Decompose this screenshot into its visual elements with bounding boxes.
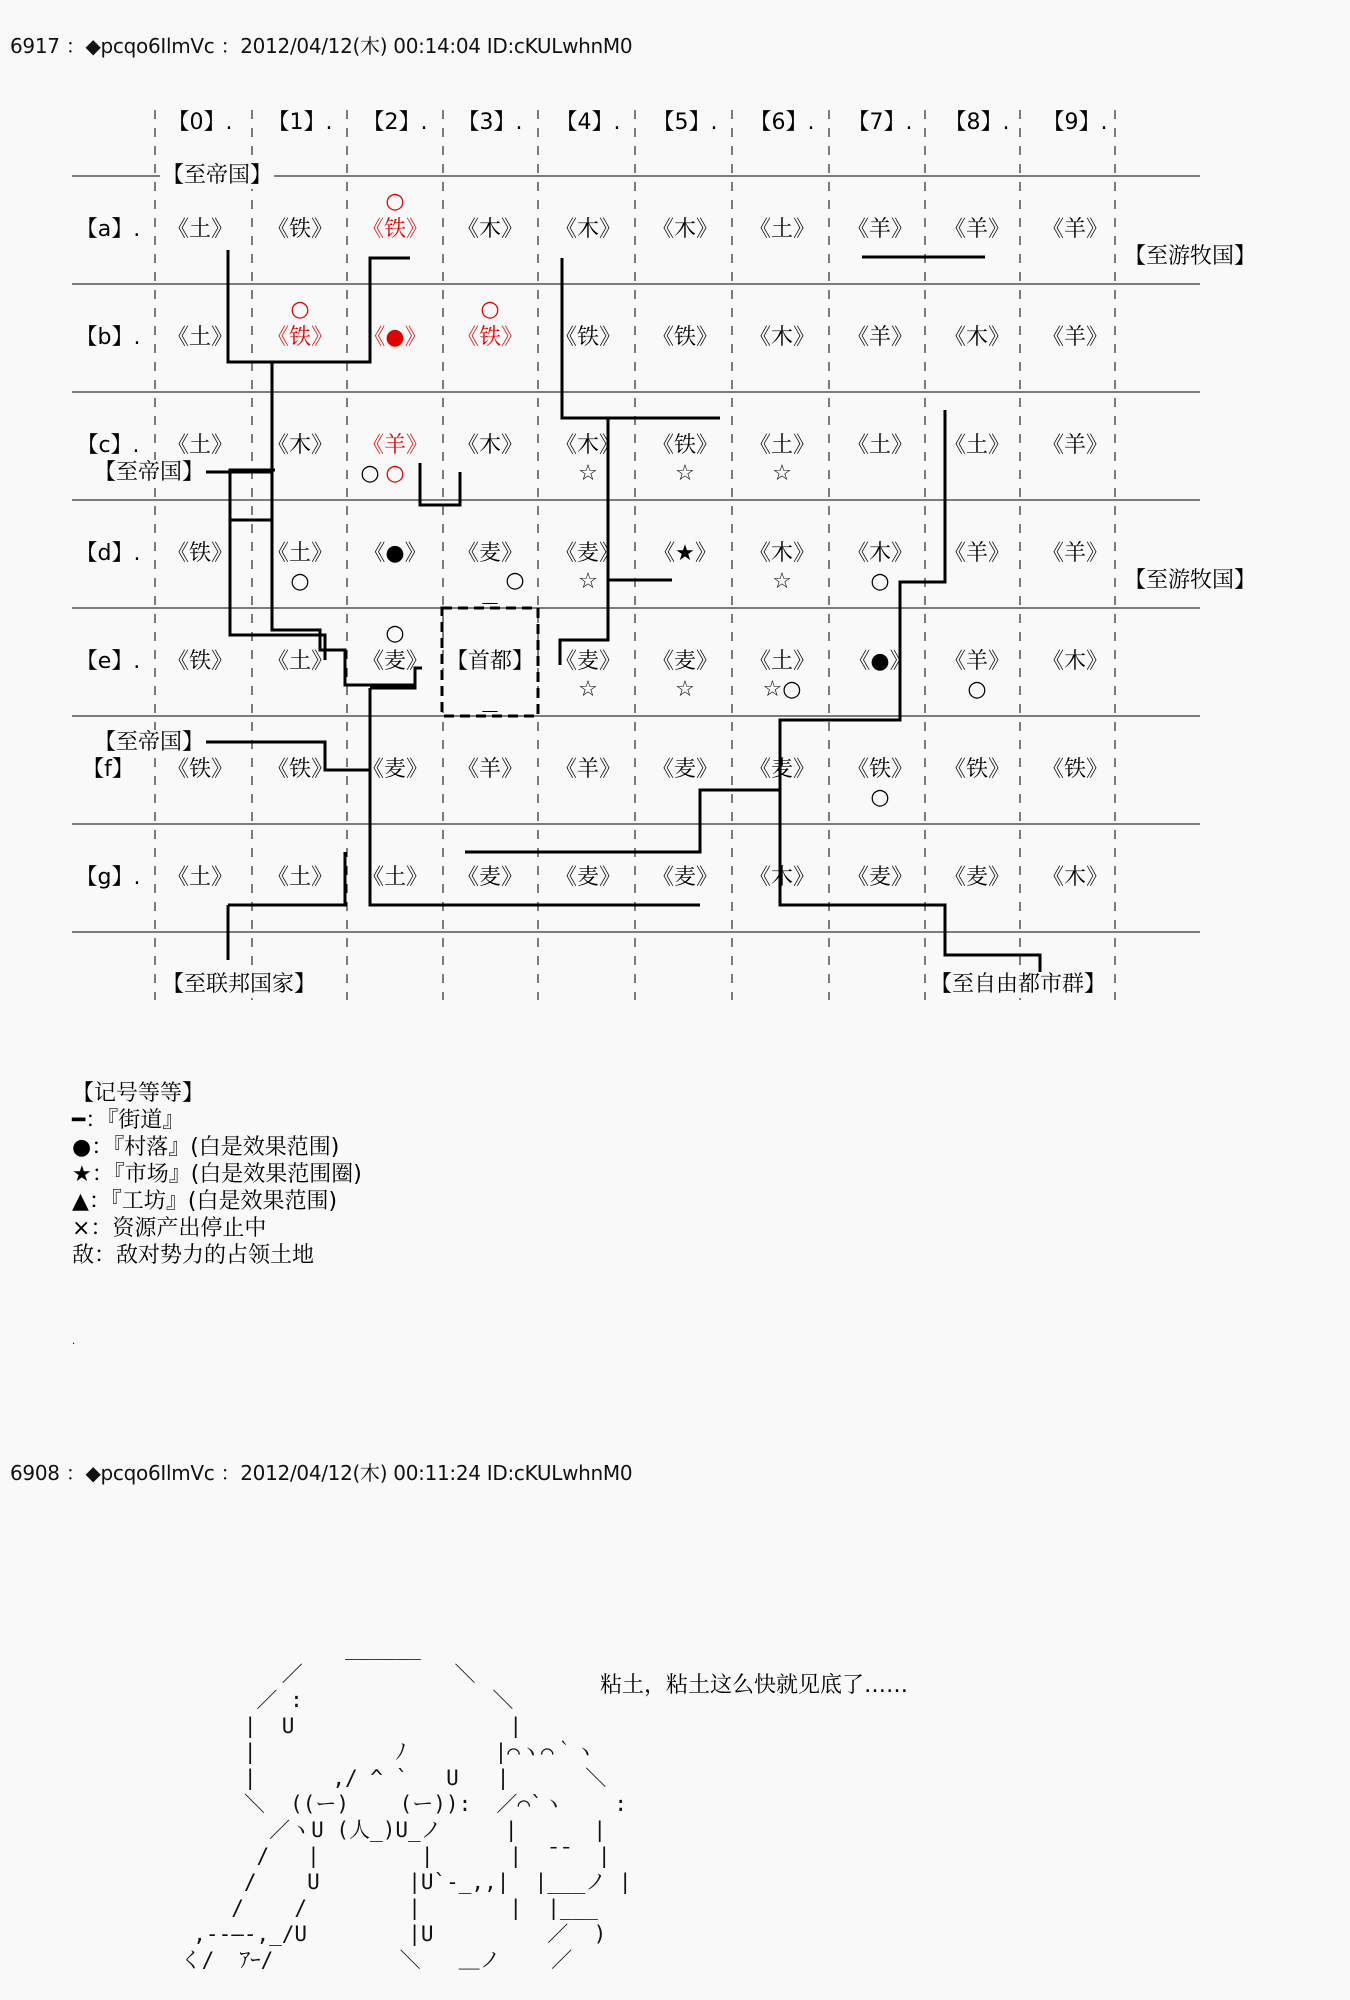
row-label: 【a】. bbox=[75, 217, 141, 242]
map-cell-c8: 《土》 bbox=[943, 433, 1011, 458]
map-cell-d4: 《麦》 bbox=[554, 541, 622, 566]
legend-market: ★：『市场』(白是效果范围圈) bbox=[72, 1162, 362, 1187]
column-header: 【1】. bbox=[267, 110, 333, 135]
map-cell-c2: 《羊》 bbox=[361, 433, 429, 458]
map-mark: ○ bbox=[870, 569, 890, 594]
map-cell-e4: 《麦》 bbox=[554, 649, 622, 674]
row-label: 【d】. bbox=[75, 541, 141, 566]
to-empire-label: 【至帝国】 bbox=[162, 163, 273, 188]
row-label: 【g】. bbox=[75, 865, 141, 890]
to-federation-label: 【至联邦国家】 bbox=[162, 972, 317, 997]
map-cell-a6: 《土》 bbox=[748, 217, 816, 242]
row-label: 【e】. bbox=[75, 649, 141, 674]
map-cell-d5: 《★》 bbox=[653, 541, 717, 566]
map-cell-a9: 《羊》 bbox=[1041, 217, 1109, 242]
map-cell-c1: 《木》 bbox=[266, 433, 334, 458]
map-cell-f5: 《麦》 bbox=[651, 757, 719, 782]
map-mark: ○ bbox=[290, 297, 310, 322]
map-cell-d2: 《●》 bbox=[363, 541, 427, 566]
map-mark: ○ bbox=[360, 461, 380, 486]
row-label: 【b】. bbox=[75, 325, 141, 350]
legend-road: ━：『街道』 bbox=[72, 1108, 185, 1133]
map-cell-f9: 《铁》 bbox=[1041, 757, 1109, 782]
map-cell-b6: 《木》 bbox=[748, 325, 816, 350]
map-cell-e1: 《土》 bbox=[266, 649, 334, 674]
map-cell-d6: 《木》 bbox=[748, 541, 816, 566]
map-mark: ☆ bbox=[772, 569, 792, 594]
column-header: 【8】. bbox=[944, 110, 1010, 135]
post-header: 6917 ：◆pcqo6IlmVc ：2012/04/12(木) 00:14:04 ID:cKULwhnM0 bbox=[10, 34, 633, 58]
map-cell-e0: 《铁》 bbox=[166, 649, 234, 674]
map-cell-a5: 《木》 bbox=[651, 217, 719, 242]
map-cell-d9: 《羊》 bbox=[1041, 541, 1109, 566]
legend-enemy: 敌：敌对势力的占领土地 bbox=[72, 1243, 315, 1268]
map-cell-b2: 《●》 bbox=[363, 325, 427, 350]
column-header: 【2】. bbox=[362, 110, 428, 135]
map-cell-b1: 《铁》 bbox=[266, 325, 334, 350]
map-cell-g6: 《木》 bbox=[748, 865, 816, 890]
map-cell-d8: 《羊》 bbox=[943, 541, 1011, 566]
row-label: 【f】 bbox=[82, 757, 134, 782]
map-cell-f1: 《铁》 bbox=[266, 757, 334, 782]
map-cell-e5: 《麦》 bbox=[651, 649, 719, 674]
legend-stopped: ×：资源产出停止中 bbox=[72, 1216, 267, 1241]
to-nomad-label: 【至游牧国】 bbox=[1124, 568, 1257, 593]
map-cell-b7: 《羊》 bbox=[846, 325, 914, 350]
map-cell-b3: 《铁》 bbox=[456, 325, 524, 350]
map-cell-f2: 《麦》 bbox=[361, 757, 429, 782]
map-cell-a0: 《土》 bbox=[166, 217, 234, 242]
map-mark: ○ bbox=[385, 621, 405, 646]
to-free-cities-label: 【至自由都市群】 bbox=[930, 972, 1107, 997]
map-cell-a3: 《木》 bbox=[456, 217, 524, 242]
map-mark: ☆ bbox=[578, 677, 598, 702]
legend bbox=[72, 1080, 362, 1269]
column-header: 【3】. bbox=[457, 110, 523, 135]
stray-dot: . bbox=[72, 1336, 76, 1347]
map-mark: ☆ bbox=[675, 677, 695, 702]
to-empire-label: 【至帝国】 bbox=[94, 730, 205, 755]
map-cell-f3: 《羊》 bbox=[456, 757, 524, 782]
speech-text: 粘土，粘土这么快就见底了…… bbox=[600, 1673, 909, 1698]
map-mark: ☆ bbox=[578, 461, 598, 486]
map-cell-e3: 【首都】 bbox=[445, 649, 535, 674]
map-cell-b5: 《铁》 bbox=[651, 325, 719, 350]
map-cell-c7: 《土》 bbox=[846, 433, 914, 458]
map-cell-a2: 《铁》 bbox=[361, 217, 429, 242]
map-cell-b4: 《铁》 bbox=[554, 325, 622, 350]
map-cell-b0: 《土》 bbox=[166, 325, 234, 350]
map-mark: ☆ bbox=[772, 461, 792, 486]
map-cell-g7: 《麦》 bbox=[846, 865, 914, 890]
column-header: 【4】. bbox=[555, 110, 621, 135]
legend-workshop: ▲：『工坊』(白是效果范围) bbox=[72, 1189, 338, 1214]
column-header: 【9】. bbox=[1042, 110, 1108, 135]
map-cell-c3: 《木》 bbox=[456, 433, 524, 458]
map-cell-g9: 《木》 bbox=[1041, 865, 1109, 890]
map-mark: ○ bbox=[385, 189, 405, 214]
map-cell-d7: 《木》 bbox=[846, 541, 914, 566]
row-label: 【c】. bbox=[76, 433, 140, 458]
map-cell-d0: 《铁》 bbox=[166, 541, 234, 566]
map-cell-e9: 《木》 bbox=[1041, 649, 1109, 674]
map-cell-a1: 《铁》 bbox=[266, 217, 334, 242]
column-header: 【0】. bbox=[167, 110, 233, 135]
map-cell-a8: 《羊》 bbox=[943, 217, 1011, 242]
map-cell-e6: 《土》 bbox=[748, 649, 816, 674]
map-cell-d1: 《土》 bbox=[266, 541, 334, 566]
map-cell-d3: 《麦》 bbox=[456, 541, 524, 566]
to-empire-label: 【至帝国】 bbox=[94, 460, 205, 485]
map-cell-g5: 《麦》 bbox=[651, 865, 719, 890]
column-header: 【5】. bbox=[652, 110, 718, 135]
map-cell-f4: 《羊》 bbox=[554, 757, 622, 782]
map-cell-f0: 《铁》 bbox=[166, 757, 234, 782]
to-nomad-label: 【至游牧国】 bbox=[1124, 244, 1257, 269]
map-mark: ○ bbox=[385, 461, 405, 486]
road bbox=[420, 463, 460, 505]
map-mark: ○ bbox=[967, 677, 987, 702]
map-cell-g1: 《土》 bbox=[266, 865, 334, 890]
map-cell-g3: 《麦》 bbox=[456, 865, 524, 890]
map-cell-e2: 《麦》 bbox=[361, 649, 429, 674]
map-mark: ☆○ bbox=[762, 677, 802, 702]
map-mark: ☆ bbox=[675, 461, 695, 486]
map-cell-e8: 《羊》 bbox=[943, 649, 1011, 674]
map-cell-c5: 《铁》 bbox=[651, 433, 719, 458]
map-cell-a4: 《木》 bbox=[554, 217, 622, 242]
ascii-art: ______ ／ ＼ ／ : ＼ | U | | ﾉ |⌒ヽ⌒｀ヽ | ,/ ^ ` U | ＼ ＼ ((ー) (ー)): ／⌒`ヽ : ／ヽU (人_)U_ノ | | / | | | ̄ ̄ | / U |U`-_,,| |___ノ | / / | | |___ ,--―-,_/U |U ／ ) く/ ｱｰ/ ＼ ＿ノ ／ bbox=[180, 1636, 632, 1972]
legend-title: 【记号等等】 bbox=[72, 1081, 205, 1106]
map-mark: ○ bbox=[480, 297, 500, 322]
column-header: 【6】. bbox=[749, 110, 815, 135]
map-cell-g2: 《土》 bbox=[361, 865, 429, 890]
map-cell-f6: 《麦》 bbox=[748, 757, 816, 782]
map-cell-c4: 《木》 bbox=[554, 433, 622, 458]
map-mark: ○ bbox=[290, 569, 310, 594]
capital-gate: ＝ bbox=[478, 595, 502, 620]
map-cell-c0: 《土》 bbox=[166, 433, 234, 458]
map-cell-b9: 《羊》 bbox=[1041, 325, 1109, 350]
map-cell-a7: 《羊》 bbox=[846, 217, 914, 242]
map-mark: ○ bbox=[505, 568, 525, 593]
post-header-2: 6908 ：◆pcqo6IlmVc ：2012/04/12(木) 00:11:24 ID:cKULwhnM0 bbox=[10, 1461, 633, 1485]
map-cell-c9: 《羊》 bbox=[1041, 433, 1109, 458]
map-cell-b8: 《木》 bbox=[943, 325, 1011, 350]
legend-village: ●：『村落』(白是效果范围) bbox=[72, 1135, 340, 1160]
map-cell-g8: 《麦》 bbox=[943, 865, 1011, 890]
map-mark: ○ bbox=[870, 785, 890, 810]
map-cell-c6: 《土》 bbox=[748, 433, 816, 458]
column-header: 【7】. bbox=[847, 110, 913, 135]
map-cell-g4: 《麦》 bbox=[554, 865, 622, 890]
map-cell-f8: 《铁》 bbox=[943, 757, 1011, 782]
map-cell-e7: 《●》 bbox=[848, 649, 912, 674]
map-cell-g0: 《土》 bbox=[166, 865, 234, 890]
map-mark: ☆ bbox=[578, 569, 598, 594]
capital-gate: ＝ bbox=[478, 703, 502, 728]
map-cell-f7: 《铁》 bbox=[846, 757, 914, 782]
